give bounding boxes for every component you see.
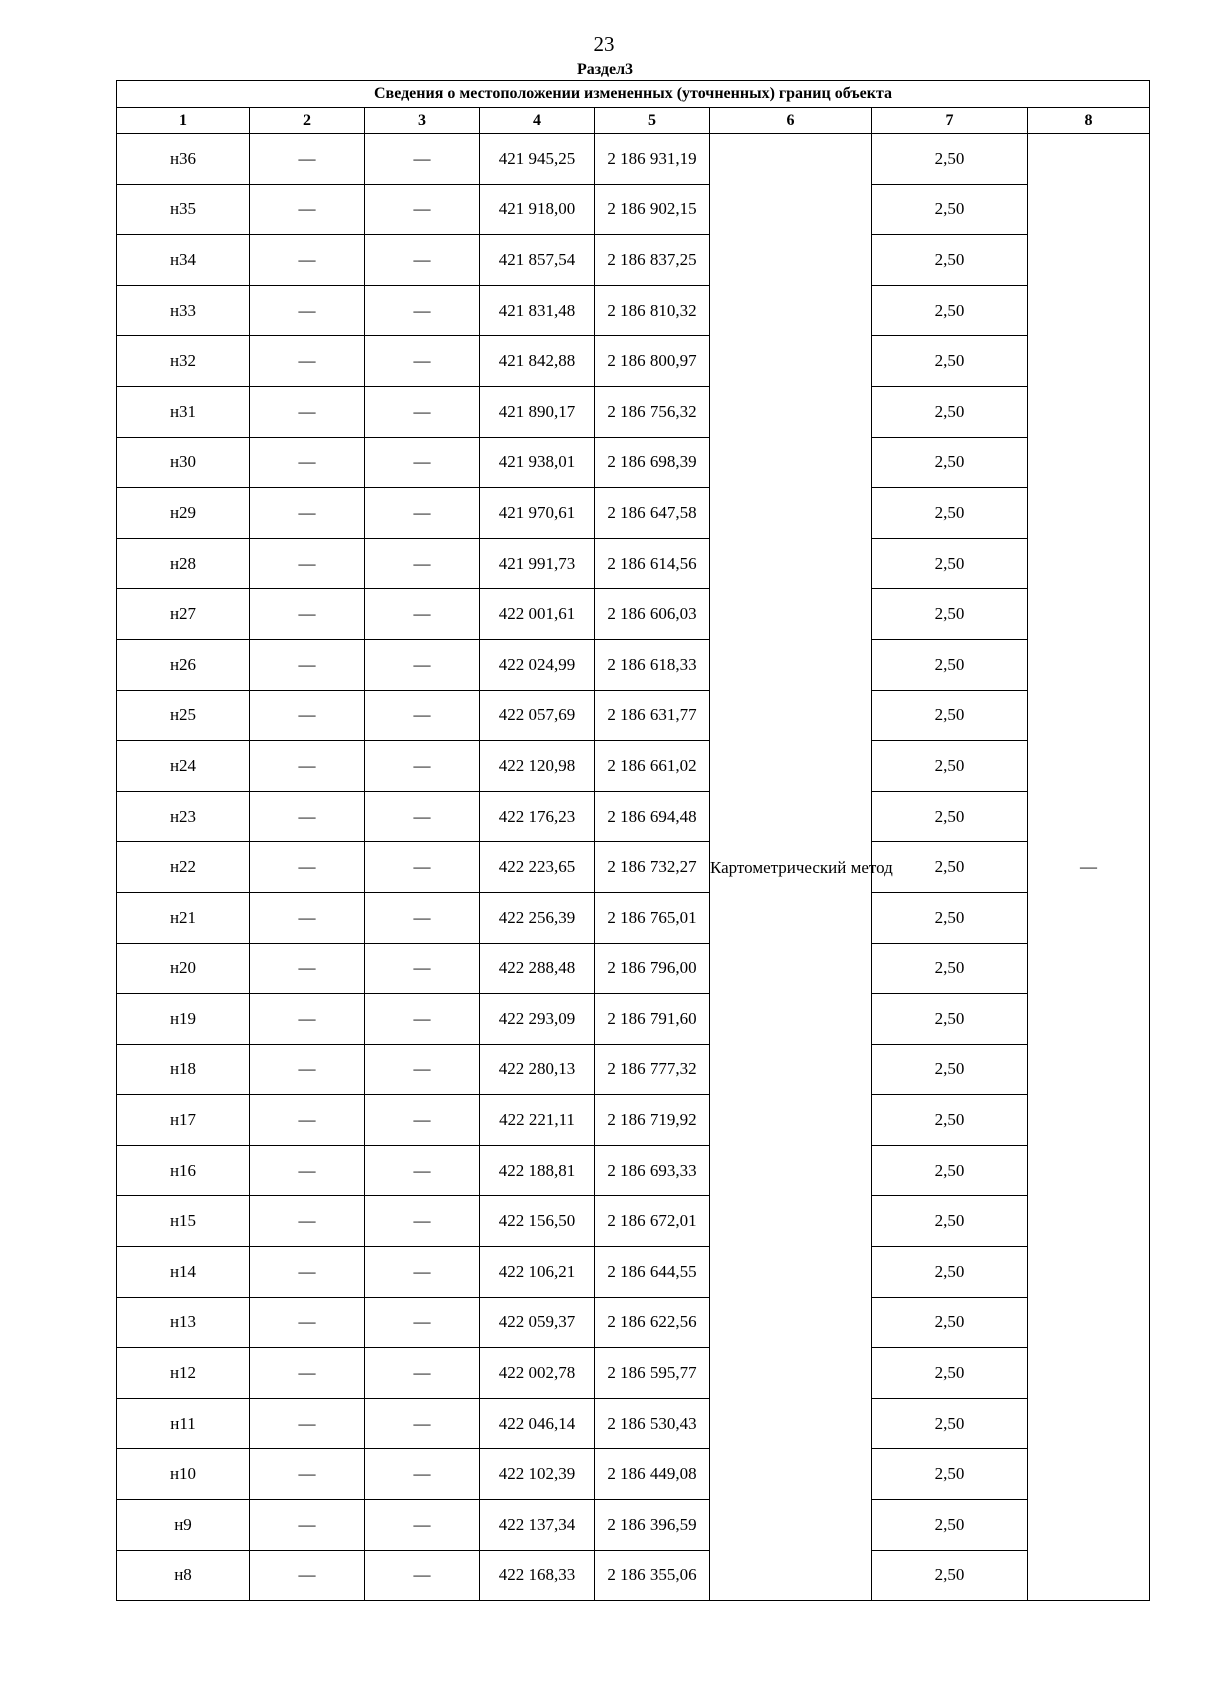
col2-dash-cell: — xyxy=(250,285,365,336)
col2-dash-cell: — xyxy=(250,386,365,437)
col3-dash-cell: — xyxy=(365,892,480,943)
x-coordinate-cell: 422 106,21 xyxy=(480,1247,595,1298)
col2-dash-cell: — xyxy=(250,842,365,893)
accuracy-cell: 2,50 xyxy=(872,994,1028,1045)
col3-dash-cell: — xyxy=(365,1095,480,1146)
accuracy-cell: 2,50 xyxy=(872,1044,1028,1095)
table-row xyxy=(117,1145,1150,1196)
y-coordinate-cell: 2 186 837,25 xyxy=(595,235,710,286)
table-caption-row xyxy=(117,81,1150,108)
table-row xyxy=(117,639,1150,690)
col3-dash-cell: — xyxy=(365,1196,480,1247)
table-row xyxy=(117,1095,1150,1146)
point-name-cell: н26 xyxy=(117,639,250,690)
column-number-6: 6 xyxy=(710,108,872,134)
col2-dash-cell: — xyxy=(250,184,365,235)
x-coordinate-cell: 422 256,39 xyxy=(480,892,595,943)
column-number-3: 3 xyxy=(365,108,480,134)
accuracy-cell: 2,50 xyxy=(872,1297,1028,1348)
page-number: 23 xyxy=(593,32,615,56)
col2-dash-cell: — xyxy=(250,1449,365,1500)
y-coordinate-cell: 2 186 396,59 xyxy=(595,1500,710,1551)
point-name-cell: н17 xyxy=(117,1095,250,1146)
x-coordinate-cell: 422 176,23 xyxy=(480,791,595,842)
col3-dash-cell: — xyxy=(365,1145,480,1196)
point-name-cell: н20 xyxy=(117,943,250,994)
y-coordinate-cell: 2 186 355,06 xyxy=(595,1550,710,1601)
column-number-5: 5 xyxy=(595,108,710,134)
coordinates-table xyxy=(116,80,1150,1601)
accuracy-cell: 2,50 xyxy=(872,1247,1028,1298)
col2-dash-cell: — xyxy=(250,791,365,842)
table-row xyxy=(117,1348,1150,1399)
point-name-cell: н14 xyxy=(117,1247,250,1298)
col2-dash-cell: — xyxy=(250,1247,365,1298)
table-row xyxy=(117,943,1150,994)
column-number-1: 1 xyxy=(117,108,250,134)
col3-dash-cell: — xyxy=(365,1449,480,1500)
point-name-cell: н28 xyxy=(117,538,250,589)
y-coordinate-cell: 2 186 931,19 xyxy=(595,134,710,185)
table-row xyxy=(117,1500,1150,1551)
table-row xyxy=(117,791,1150,842)
accuracy-cell: 2,50 xyxy=(872,842,1028,893)
col3-dash-cell: — xyxy=(365,386,480,437)
point-name-cell: н33 xyxy=(117,285,250,336)
accuracy-cell: 2,50 xyxy=(872,437,1028,488)
y-coordinate-cell: 2 186 644,55 xyxy=(595,1247,710,1298)
col2-dash-cell: — xyxy=(250,1044,365,1095)
x-coordinate-cell: 422 059,37 xyxy=(480,1297,595,1348)
col3-dash-cell: — xyxy=(365,184,480,235)
col2-dash-cell: — xyxy=(250,1196,365,1247)
table-row xyxy=(117,386,1150,437)
y-coordinate-cell: 2 186 698,39 xyxy=(595,437,710,488)
col2-dash-cell: — xyxy=(250,994,365,1045)
table-row xyxy=(117,1550,1150,1601)
table-row xyxy=(117,235,1150,286)
col2-dash-cell: — xyxy=(250,690,365,741)
point-name-cell: н21 xyxy=(117,892,250,943)
accuracy-cell: 2,50 xyxy=(872,741,1028,792)
col3-dash-cell: — xyxy=(365,1398,480,1449)
point-name-cell: н27 xyxy=(117,589,250,640)
point-name-cell: н24 xyxy=(117,741,250,792)
col2-dash-cell: — xyxy=(250,741,365,792)
point-name-cell: н15 xyxy=(117,1196,250,1247)
point-name-cell: н35 xyxy=(117,184,250,235)
point-name-cell: н18 xyxy=(117,1044,250,1095)
col2-dash-cell: — xyxy=(250,134,365,185)
col3-dash-cell: — xyxy=(365,842,480,893)
col3-dash-cell: — xyxy=(365,994,480,1045)
table-row xyxy=(117,1398,1150,1449)
point-name-cell: н11 xyxy=(117,1398,250,1449)
accuracy-cell: 2,50 xyxy=(872,386,1028,437)
x-coordinate-cell: 422 024,99 xyxy=(480,639,595,690)
x-coordinate-cell: 422 102,39 xyxy=(480,1449,595,1500)
accuracy-cell: 2,50 xyxy=(872,134,1028,185)
col3-dash-cell: — xyxy=(365,741,480,792)
table-body xyxy=(117,134,1150,1601)
accuracy-cell: 2,50 xyxy=(872,1145,1028,1196)
point-name-cell: н29 xyxy=(117,488,250,539)
y-coordinate-cell: 2 186 694,48 xyxy=(595,791,710,842)
col2-dash-cell: — xyxy=(250,437,365,488)
x-coordinate-cell: 422 057,69 xyxy=(480,690,595,741)
column-number-8: 8 xyxy=(1028,108,1150,134)
accuracy-cell: 2,50 xyxy=(872,538,1028,589)
table-row xyxy=(117,336,1150,387)
point-name-cell: н12 xyxy=(117,1348,250,1399)
table-row xyxy=(117,1044,1150,1095)
table-row xyxy=(117,1449,1150,1500)
table-row xyxy=(117,1247,1150,1298)
x-coordinate-cell: 421 918,00 xyxy=(480,184,595,235)
col3-dash-cell: — xyxy=(365,1247,480,1298)
col3-dash-cell: — xyxy=(365,690,480,741)
col2-dash-cell: — xyxy=(250,589,365,640)
point-name-cell: н31 xyxy=(117,386,250,437)
y-coordinate-cell: 2 186 631,77 xyxy=(595,690,710,741)
x-coordinate-cell: 422 001,61 xyxy=(480,589,595,640)
point-name-cell: н32 xyxy=(117,336,250,387)
x-coordinate-cell: 422 046,14 xyxy=(480,1398,595,1449)
x-coordinate-cell: 422 168,33 xyxy=(480,1550,595,1601)
y-coordinate-cell: 2 186 796,00 xyxy=(595,943,710,994)
x-coordinate-cell: 421 857,54 xyxy=(480,235,595,286)
x-coordinate-cell: 421 831,48 xyxy=(480,285,595,336)
accuracy-cell: 2,50 xyxy=(872,589,1028,640)
col3-dash-cell: — xyxy=(365,336,480,387)
accuracy-cell: 2,50 xyxy=(872,943,1028,994)
y-coordinate-cell: 2 186 693,33 xyxy=(595,1145,710,1196)
col2-dash-cell: — xyxy=(250,1398,365,1449)
accuracy-cell: 2,50 xyxy=(872,235,1028,286)
table-row xyxy=(117,134,1150,185)
accuracy-cell: 2,50 xyxy=(872,690,1028,741)
point-name-cell: н8 xyxy=(117,1550,250,1601)
table-row xyxy=(117,690,1150,741)
point-name-cell: н23 xyxy=(117,791,250,842)
point-name-cell: н13 xyxy=(117,1297,250,1348)
method-cell: Картометрический метод xyxy=(710,134,872,1601)
x-coordinate-cell: 421 991,73 xyxy=(480,538,595,589)
point-name-cell: н16 xyxy=(117,1145,250,1196)
x-coordinate-cell: 421 842,88 xyxy=(480,336,595,387)
table-row xyxy=(117,538,1150,589)
y-coordinate-cell: 2 186 614,56 xyxy=(595,538,710,589)
x-coordinate-cell: 422 223,65 xyxy=(480,842,595,893)
col2-dash-cell: — xyxy=(250,1145,365,1196)
point-name-cell: н30 xyxy=(117,437,250,488)
point-name-cell: н10 xyxy=(117,1449,250,1500)
table-row xyxy=(117,437,1150,488)
col3-dash-cell: — xyxy=(365,488,480,539)
accuracy-cell: 2,50 xyxy=(872,1095,1028,1146)
col3-dash-cell: — xyxy=(365,791,480,842)
table-row xyxy=(117,184,1150,235)
accuracy-cell: 2,50 xyxy=(872,1449,1028,1500)
x-coordinate-cell: 421 970,61 xyxy=(480,488,595,539)
y-coordinate-cell: 2 186 756,32 xyxy=(595,386,710,437)
column-number-7: 7 xyxy=(872,108,1028,134)
col3-dash-cell: — xyxy=(365,1348,480,1399)
accuracy-cell: 2,50 xyxy=(872,1348,1028,1399)
table-row xyxy=(117,892,1150,943)
y-coordinate-cell: 2 186 661,02 xyxy=(595,741,710,792)
y-coordinate-cell: 2 186 606,03 xyxy=(595,589,710,640)
column-number-row xyxy=(117,108,1150,134)
col3-dash-cell: — xyxy=(365,285,480,336)
col3-dash-cell: — xyxy=(365,639,480,690)
col2-dash-cell: — xyxy=(250,892,365,943)
col3-dash-cell: — xyxy=(365,1044,480,1095)
column-number-4: 4 xyxy=(480,108,595,134)
y-coordinate-cell: 2 186 672,01 xyxy=(595,1196,710,1247)
col2-dash-cell: — xyxy=(250,235,365,286)
column-number-2: 2 xyxy=(250,108,365,134)
accuracy-cell: 2,50 xyxy=(872,1500,1028,1551)
col2-dash-cell: — xyxy=(250,1550,365,1601)
col2-dash-cell: — xyxy=(250,538,365,589)
table-row xyxy=(117,589,1150,640)
col3-dash-cell: — xyxy=(365,134,480,185)
col2-dash-cell: — xyxy=(250,1500,365,1551)
col3-dash-cell: — xyxy=(365,1550,480,1601)
y-coordinate-cell: 2 186 530,43 xyxy=(595,1398,710,1449)
x-coordinate-cell: 422 137,34 xyxy=(480,1500,595,1551)
col2-dash-cell: — xyxy=(250,1297,365,1348)
y-coordinate-cell: 2 186 765,01 xyxy=(595,892,710,943)
y-coordinate-cell: 2 186 800,97 xyxy=(595,336,710,387)
table-row xyxy=(117,1196,1150,1247)
y-coordinate-cell: 2 186 810,32 xyxy=(595,285,710,336)
col3-dash-cell: — xyxy=(365,437,480,488)
point-name-cell: н19 xyxy=(117,994,250,1045)
table-row xyxy=(117,488,1150,539)
col3-dash-cell: — xyxy=(365,1297,480,1348)
y-coordinate-cell: 2 186 595,77 xyxy=(595,1348,710,1399)
x-coordinate-cell: 422 188,81 xyxy=(480,1145,595,1196)
table-row xyxy=(117,842,1150,893)
accuracy-cell: 2,50 xyxy=(872,184,1028,235)
accuracy-cell: 2,50 xyxy=(872,892,1028,943)
accuracy-cell: 2,50 xyxy=(872,285,1028,336)
accuracy-cell: 2,50 xyxy=(872,488,1028,539)
accuracy-cell: 2,50 xyxy=(872,639,1028,690)
accuracy-cell: 2,50 xyxy=(872,336,1028,387)
x-coordinate-cell: 421 945,25 xyxy=(480,134,595,185)
table-caption: Сведения о местоположении измененных (уточненных) границ объекта xyxy=(117,81,1150,108)
y-coordinate-cell: 2 186 791,60 xyxy=(595,994,710,1045)
col3-dash-cell: — xyxy=(365,943,480,994)
accuracy-cell: 2,50 xyxy=(872,1196,1028,1247)
point-name-cell: н34 xyxy=(117,235,250,286)
y-coordinate-cell: 2 186 777,32 xyxy=(595,1044,710,1095)
col3-dash-cell: — xyxy=(365,538,480,589)
col3-dash-cell: — xyxy=(365,235,480,286)
section-title: Раздел3 xyxy=(576,61,634,78)
y-coordinate-cell: 2 186 622,56 xyxy=(595,1297,710,1348)
col3-dash-cell: — xyxy=(365,589,480,640)
x-coordinate-cell: 422 156,50 xyxy=(480,1196,595,1247)
x-coordinate-cell: 422 288,48 xyxy=(480,943,595,994)
accuracy-cell: 2,50 xyxy=(872,1550,1028,1601)
table-row xyxy=(117,285,1150,336)
y-coordinate-cell: 2 186 902,15 xyxy=(595,184,710,235)
col2-dash-cell: — xyxy=(250,1348,365,1399)
x-coordinate-cell: 422 280,13 xyxy=(480,1044,595,1095)
col3-dash-cell: — xyxy=(365,1500,480,1551)
accuracy-cell: 2,50 xyxy=(872,1398,1028,1449)
x-coordinate-cell: 421 890,17 xyxy=(480,386,595,437)
y-coordinate-cell: 2 186 647,58 xyxy=(595,488,710,539)
col8-dash-cell: — xyxy=(1028,134,1150,1601)
point-name-cell: н22 xyxy=(117,842,250,893)
x-coordinate-cell: 422 221,11 xyxy=(480,1095,595,1146)
col2-dash-cell: — xyxy=(250,639,365,690)
accuracy-cell: 2,50 xyxy=(872,791,1028,842)
table-row xyxy=(117,1297,1150,1348)
col2-dash-cell: — xyxy=(250,488,365,539)
point-name-cell: н36 xyxy=(117,134,250,185)
y-coordinate-cell: 2 186 618,33 xyxy=(595,639,710,690)
x-coordinate-cell: 421 938,01 xyxy=(480,437,595,488)
y-coordinate-cell: 2 186 732,27 xyxy=(595,842,710,893)
y-coordinate-cell: 2 186 719,92 xyxy=(595,1095,710,1146)
col2-dash-cell: — xyxy=(250,336,365,387)
x-coordinate-cell: 422 120,98 xyxy=(480,741,595,792)
col2-dash-cell: — xyxy=(250,943,365,994)
table-row xyxy=(117,994,1150,1045)
point-name-cell: н25 xyxy=(117,690,250,741)
point-name-cell: н9 xyxy=(117,1500,250,1551)
x-coordinate-cell: 422 293,09 xyxy=(480,994,595,1045)
x-coordinate-cell: 422 002,78 xyxy=(480,1348,595,1399)
y-coordinate-cell: 2 186 449,08 xyxy=(595,1449,710,1500)
col2-dash-cell: — xyxy=(250,1095,365,1146)
table-row xyxy=(117,741,1150,792)
